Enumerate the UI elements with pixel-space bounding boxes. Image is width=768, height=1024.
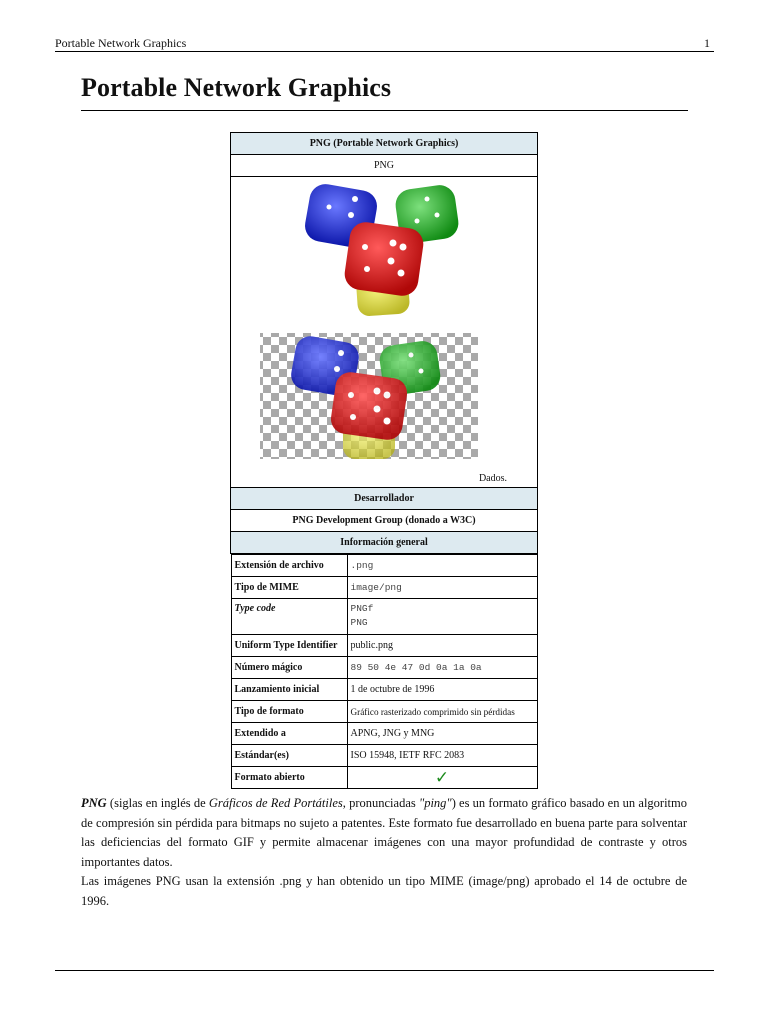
- info-row: [231, 723, 537, 745]
- infobox: [230, 132, 538, 789]
- info-row: [231, 679, 537, 701]
- p1-text-3: ) es un formato gráfico basado en un algoritmo de compresión sin pérdida para bitmaps no sujeto a patentes. Este formato fue desarrollado en buena parte para solventar las deficiencias del formato GIF y permite almacenar imágenes con una mayor profundidad de contraste y otros importantes datos.: [81, 796, 687, 869]
- info-row: [231, 635, 537, 657]
- info-row: [231, 701, 537, 723]
- title-divider: [81, 110, 688, 111]
- page-number: 1: [704, 36, 710, 50]
- page-title: Portable Network Graphics: [81, 73, 392, 102]
- developer-value: PNG Development Group (donado a W3C): [231, 510, 538, 532]
- general-info-heading: Información general: [231, 532, 538, 554]
- row-label: Lanzamiento inicial: [231, 679, 347, 701]
- row-value: APNG, JNG y MNG: [347, 723, 537, 745]
- row-value: [347, 599, 537, 635]
- row-value: .png: [347, 555, 537, 577]
- type-code-2: PNG: [350, 617, 368, 628]
- row-value: 89 50 4e 47 0d 0a 1a 0a: [347, 657, 537, 679]
- row-label: Type code: [231, 599, 347, 635]
- info-row: [231, 599, 537, 635]
- dice-image: [231, 177, 537, 487]
- type-code-1: PNGf: [350, 603, 374, 614]
- row-label: Número mágico: [231, 657, 347, 679]
- row-label: Uniform Type Identifier: [231, 635, 347, 657]
- row-label: Estándar(es): [231, 745, 347, 767]
- p1-emphasis-2: "ping": [418, 796, 452, 810]
- row-value: Gráfico rasterizado comprimido sin pérdidas: [347, 701, 537, 723]
- row-label: Formato abierto: [231, 767, 347, 789]
- p1-emphasis-1: Gráficos de Red Portátiles: [208, 796, 343, 810]
- infobox-subtitle: PNG: [231, 155, 538, 177]
- row-value: ISO 15948, IETF RFC 2083: [347, 745, 537, 767]
- infobox-title: PNG (Portable Network Graphics): [231, 133, 538, 155]
- running-title: Portable Network Graphics: [55, 36, 187, 50]
- paragraph-intro: [81, 794, 687, 872]
- row-label: Tipo de MIME: [231, 577, 347, 599]
- paragraph-extension: Las imágenes PNG usan la extensión .png y han obtenido un tipo MIME (image/png) aprobado el 14 de octubre de 1996.: [81, 874, 687, 908]
- info-row: [231, 745, 537, 767]
- running-header: [55, 36, 714, 52]
- row-value: public.png: [347, 635, 537, 657]
- row-label: Extensión de archivo: [231, 555, 347, 577]
- row-value: [347, 767, 537, 789]
- info-row: [231, 555, 537, 577]
- row-label: Extendido a: [231, 723, 347, 745]
- info-row: [231, 657, 537, 679]
- image-caption: Dados.: [478, 473, 507, 484]
- footer-divider: [55, 970, 714, 971]
- info-rows: [231, 554, 538, 789]
- developer-heading: Desarrollador: [231, 488, 538, 510]
- dice-group-top: [302, 182, 460, 317]
- checkmark-icon: ✓: [434, 768, 450, 787]
- row-value: image/png: [347, 577, 537, 599]
- p1-text-1: (siglas en inglés de: [106, 796, 209, 810]
- info-row: [231, 577, 537, 599]
- p1-text-2: , pronunciadas: [342, 796, 419, 810]
- info-row: [231, 767, 537, 789]
- term-png: PNG: [81, 796, 107, 810]
- row-value: 1 de octubre de 1996: [347, 679, 537, 701]
- infobox-image-cell: [231, 177, 538, 488]
- row-label: Tipo de formato: [231, 701, 347, 723]
